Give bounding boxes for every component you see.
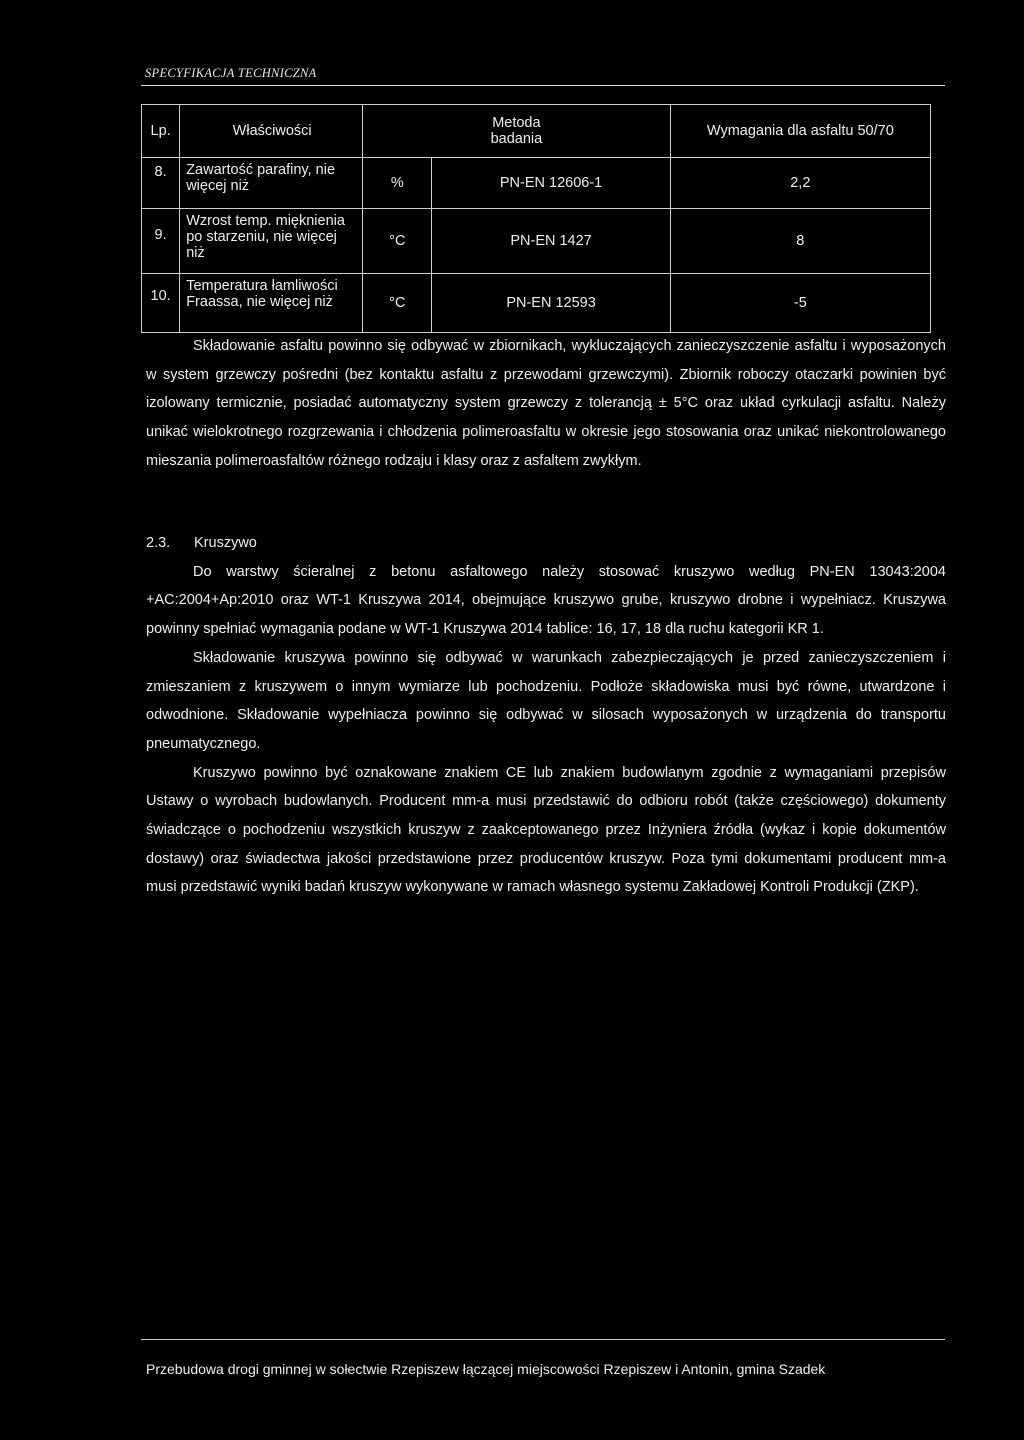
row-method: PN-EN 12593 [432, 274, 670, 333]
header-divider [141, 85, 945, 86]
section-title: Kruszywo [194, 535, 257, 551]
aggregate-paragraph: Kruszywo powinno być oznakowane znakiem CE lub znakiem budowlanym zgodnie z wymaganiami przepisów Ustawy o wyrobach budowlanych. Producent mm-a musi przedstawić do odbioru robót (także częściowego) dokumenty świadczące o pochodzeniu wszystkich kruszyw z zaakceptowanego przez Inżyniera źródła (wykaz i kopie dokumentów dostawy) oraz świadectwa jakości przedstawione przez producentów kruszyw. Poza tymi dokumentami producent mm-a musi przedstawić wyniki badań kruszyw wykonywane w ramach własnego systemu Zakładowej Kontroli Produkcji (ZKP). [146, 764, 946, 896]
col-header-property: Właściwości [180, 105, 363, 158]
table-row [142, 274, 931, 333]
requirement-header-text: Wymagania dla asfaltu 50/70 [706, 123, 894, 139]
row-lp: 9. [142, 209, 180, 274]
row-value: 2,2 [670, 158, 930, 209]
storage-section [146, 332, 946, 476]
aggregate-paragraph: Do warstwy ścieralnej z betonu asfaltowego należy stosować kruszywo według PN-EN 13043:2004 +AC:2004+Ap:2010 oraz WT-1 Kruszywa 2014, obejmujące kruszywo grube, kruszywo drobne i wypełniacz. Kruszywa powinny spełniać wymagania podane w WT-1 Kruszywa 2014 tablice: 16, 17, 18 dla ruchu kategorii KR 1. [146, 563, 946, 638]
row-property: Wzrost temp. mięknienia po starzeniu, nie więcej niż [180, 209, 363, 274]
storage-paragraph: Składowanie asfaltu powinno się odbywać w zbiornikach, wykluczających zanieczyszczenie asfaltu i wyposażonych w system grzewczy pośredni (bez kontaktu asfaltu z przewodami grzewczymi). Zbiornik roboczy otaczarki powinien być izolowany termicznie, posiadać automatyczny system grzewczy z tolerancją ± 5°C oraz układ cyrkulacji asfaltu. Należy unikać wielokrotnego rozgrzewania i chłodzenia polimeroasfaltu w okresie jego stosowania oraz unikać niekontrolowanego mieszania polimeroasfaltów różnego rodzaju i klasy oraz z asfaltem zwykłym. [146, 338, 946, 469]
section-number: 2.3. [146, 535, 171, 551]
aggregate-paragraph: Składowanie kruszywa powinno się odbywać w warunkach zabezpieczających je przed zanieczyszczeniem i zmieszaniem z kruszywem o innym wymiarze lub pochodzeniu. Podłoże składowiska musi być równe, utwardzone i odwodnione. Składowanie wypełniacza powinno się odbywać w silosach wyposażonych w urządzenia do transportu pneumatycznego. [146, 649, 946, 752]
row-value: 8 [670, 209, 930, 274]
document-header-title: SPECYFIKACJA TECHNICZNA [145, 66, 317, 80]
footer-text: Przebudowa drogi gminnej w sołectwie Rzepiszew łączącej miejscowości Rzepiszew i Antonin, gmina Szadek [146, 1361, 826, 1377]
row-unit: °C [363, 274, 432, 333]
section-heading [146, 529, 946, 558]
row-unit: % [363, 158, 432, 209]
method-header-text: Metoda badania [490, 115, 543, 147]
bitumen-requirements-table [141, 104, 931, 333]
col-header-requirement [670, 105, 930, 158]
row-value: -5 [670, 274, 930, 333]
col-header-method [363, 105, 671, 158]
col-header-lp: Lp. [142, 105, 180, 158]
table-header-row [142, 105, 931, 158]
row-property: Temperatura łamliwości Fraassa, nie więcej niż [180, 274, 363, 333]
row-method: PN-EN 12606-1 [432, 158, 670, 209]
aggregate-section [146, 529, 946, 902]
footer-divider [141, 1339, 945, 1340]
row-unit: °C [363, 209, 432, 274]
row-property: Zawartość parafiny, nie więcej niż [180, 158, 363, 209]
row-lp: 8. [142, 158, 180, 209]
table-row [142, 209, 931, 274]
table-row [142, 158, 931, 209]
row-method: PN-EN 1427 [432, 209, 670, 274]
row-lp: 10. [142, 274, 180, 333]
